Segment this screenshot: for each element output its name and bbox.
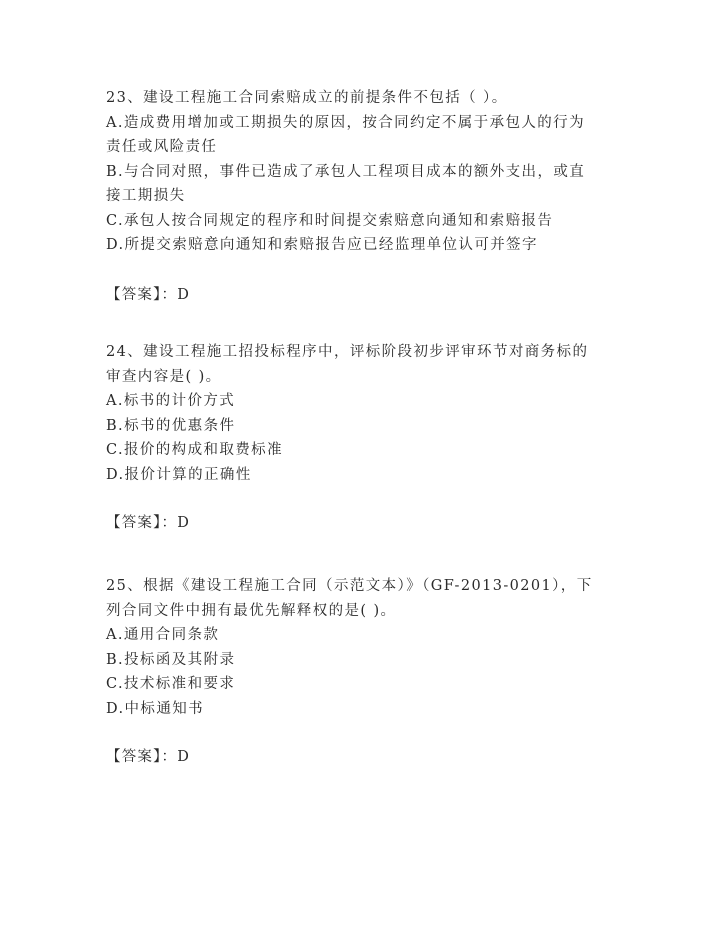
option-d: D.所提交索赔意向通知和索赔报告应已经监理单位认可并签字 — [106, 237, 538, 253]
answer-line: 【答案】：D — [106, 749, 191, 765]
option-c: C.技术标准和要求 — [106, 676, 236, 692]
option-b-line-1: B.与合同对照，事件已造成了承包人工程项目成本的额外支出，或直 — [106, 163, 586, 180]
option-b: B.标书的优惠条件 — [106, 417, 236, 434]
option-a-line-1: A.造成费用增加或工期损失的原因，按合同约定不属于承包人的行为 — [106, 114, 585, 131]
option-b-line-2: 接工期损失 — [106, 188, 186, 204]
option-a: A.通用合同条款 — [106, 627, 220, 643]
question-stem-line-2: 审查内容是( )。 — [106, 368, 222, 385]
question-25 — [106, 574, 606, 770]
question-stem-line-1: 24、建设工程施工招投标程序中，评标阶段初步评审环节对商务标的 — [106, 344, 589, 360]
answer-line: 【答案】：D — [106, 286, 191, 303]
answer-line: 【答案】：D — [106, 515, 191, 531]
question-stem-line-1: 25、根据《建设工程施工合同（示范文本）》（GF-2013-0201），下 — [106, 578, 593, 594]
option-c: C.报价的构成和取费标准 — [106, 442, 283, 458]
option-b: B.投标函及其附录 — [106, 651, 236, 668]
question-stem-line-2: 列合同文件中拥有最优先解释权的是( )。 — [106, 602, 397, 619]
question-24 — [106, 340, 606, 536]
option-d: D.报价计算的正确性 — [106, 466, 252, 483]
option-a: A.标书的计价方式 — [106, 393, 236, 409]
question-23 — [106, 86, 606, 307]
question-stem: 23、建设工程施工合同索赔成立的前提条件不包括（ ）。 — [106, 90, 508, 106]
option-c: C.承包人按合同规定的程序和时间提交索赔意向通知和索赔报告 — [106, 212, 554, 229]
option-d: D.中标通知书 — [106, 700, 205, 717]
option-a-line-2: 责任或风险责任 — [106, 139, 218, 155]
